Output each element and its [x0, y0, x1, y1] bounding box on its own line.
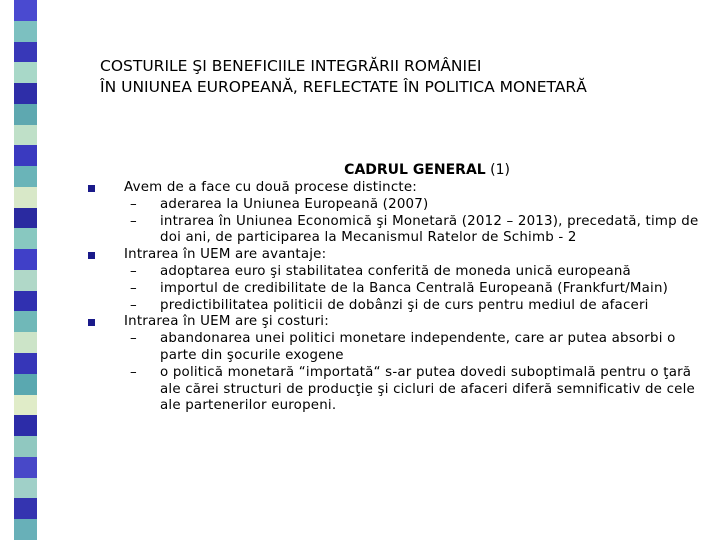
sub-bullet-text: aderarea la Uniunea Europeană (2007): [160, 196, 429, 212]
bullet-square-icon: [88, 185, 95, 192]
stripe-block: [14, 145, 37, 166]
stripe-block: [14, 228, 37, 249]
sub-bullet-text: adoptarea euro şi stabilitatea conferită de moneda unică europeană: [160, 263, 631, 279]
stripe-block: [14, 457, 37, 478]
title-line-1: COSTURILE ŞI BENEFICIILE INTEGRĂRII ROMÂNIEI: [100, 57, 482, 75]
section-heading-number: (1): [485, 162, 510, 178]
stripe-block: [14, 311, 37, 332]
bullet-list: [88, 180, 700, 415]
dash-marker: –: [130, 196, 137, 212]
bullet-text: Intrarea în UEM are avantaje:: [124, 247, 327, 263]
stripe-block: [14, 62, 37, 83]
bullet-item: [88, 180, 700, 197]
stripe-block: [14, 21, 37, 42]
stripe-block: [14, 498, 37, 519]
bullet-square-icon: [88, 252, 95, 259]
stripe-block: [14, 291, 37, 312]
sub-bullet-item: [128, 365, 700, 415]
sub-bullet-item: [128, 281, 700, 298]
sub-bullet-item: [128, 331, 700, 365]
dash-marker: –: [130, 280, 137, 296]
sub-bullet-text: predictibilitatea politicii de dobânzi şi de curs pentru mediul de afaceri: [160, 297, 649, 313]
sub-bullet-text: o politică monetară “importată“ s-ar putea dovedi suboptimală pentru o ţară ale cărei structuri de producţie şi cicluri de afaceri diferă semnificativ de cele ale partenerilor europeni.: [160, 364, 695, 414]
stripe-block: [14, 249, 37, 270]
dash-marker: –: [130, 331, 137, 347]
stripe-block: [14, 187, 37, 208]
bullet-text: Intrarea în UEM are şi costuri:: [124, 314, 329, 330]
stripe-block: [14, 332, 37, 353]
section-heading: [100, 160, 700, 180]
sub-bullet-item: [128, 264, 700, 281]
section-heading-main: CADRUL GENERAL: [344, 162, 486, 178]
sub-bullet-item: [128, 214, 700, 248]
stripe-block: [14, 83, 37, 104]
stripe-block: [14, 353, 37, 374]
dash-marker: –: [130, 263, 137, 279]
sub-bullet-text: importul de credibilitate de la Banca Centrală Europeană (Frankfurt/Main): [160, 280, 669, 296]
stripe-block: [14, 519, 37, 540]
stripe-block: [14, 270, 37, 291]
stripe-block: [14, 0, 37, 21]
dash-marker: –: [130, 364, 137, 380]
sub-bullet-item: [128, 197, 700, 214]
stripe-block: [14, 125, 37, 146]
sub-bullet-item: [128, 298, 700, 315]
stripe-block: [14, 104, 37, 125]
bullet-text: Avem de a face cu două procese distincte:: [124, 180, 418, 195]
stripe-block: [14, 42, 37, 63]
bullet-item: [88, 314, 700, 331]
sub-bullet-text: intrarea în Uniunea Economică şi Monetară (2012 – 2013), precedată, timp de doi ani, de participarea la Mecanismul Ratelor de Schimb - 2: [160, 213, 699, 246]
stripe-block: [14, 374, 37, 395]
title-line-2: ÎN UNIUNEA EUROPEANĂ, REFLECTATE ÎN POLITICA MONETARĂ: [100, 78, 587, 96]
stripe-block: [14, 208, 37, 229]
decorative-color-stripe: [14, 0, 37, 540]
stripe-block: [14, 478, 37, 499]
slide-title: [100, 56, 700, 98]
bullet-item: [88, 247, 700, 264]
sub-bullet-text: abandonarea unei politici monetare independente, care ar putea absorbi o parte din şocurile exogene: [160, 331, 676, 363]
dash-marker: –: [130, 297, 137, 313]
stripe-block: [14, 395, 37, 416]
dash-marker: –: [130, 213, 137, 229]
bullet-square-icon: [88, 319, 95, 326]
stripe-block: [14, 415, 37, 436]
stripe-block: [14, 166, 37, 187]
stripe-block: [14, 436, 37, 457]
